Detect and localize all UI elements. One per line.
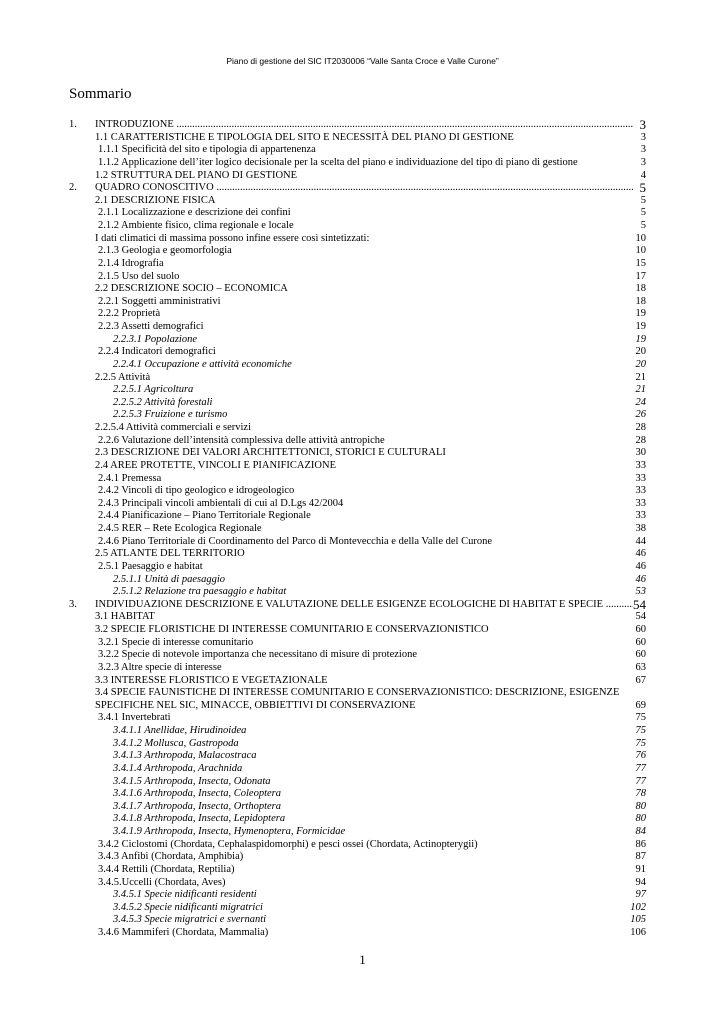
- toc-entry-page: 105: [630, 914, 646, 926]
- toc-entry-title: 2.2.5.4 Attività commerciali e servizi: [95, 422, 251, 433]
- toc-entry-page: 26: [635, 409, 646, 421]
- toc-entry-title: 2.2.2 Proprietà: [98, 308, 161, 320]
- toc-entry[interactable]: [0, 346, 725, 359]
- toc-entry[interactable]: [0, 245, 725, 258]
- toc-entry[interactable]: [0, 435, 725, 448]
- toc-entry[interactable]: [0, 460, 725, 473]
- toc-entry[interactable]: [0, 384, 725, 397]
- toc-entry-page: 75: [635, 725, 646, 737]
- toc-entry-title: 3.4.6 Mammiferi (Chordata, Mammalia): [98, 927, 269, 939]
- toc-entry-title: 1.1 CARATTERISTICHE E TIPOLOGIA DEL SITO E NECESSITÀ DEL PIANO DI GESTIONE: [95, 131, 514, 143]
- toc-entry[interactable]: [0, 207, 725, 220]
- toc-entry-page: 21: [635, 384, 646, 396]
- toc-entry-title: 3.4.1 Invertebrati: [98, 712, 171, 724]
- toc-entry[interactable]: [0, 409, 725, 422]
- toc-entry-title: 3.4.5.1 Specie nidificanti residenti: [113, 889, 257, 901]
- toc-entry-page: 33: [635, 510, 646, 522]
- toc-entry[interactable]: [0, 738, 725, 751]
- toc-entry-page: 86: [635, 838, 646, 850]
- toc-entry-page: 4: [640, 169, 646, 181]
- toc-entry[interactable]: [0, 473, 725, 486]
- toc-entry[interactable]: [0, 763, 725, 776]
- toc-entry-page: 33: [635, 472, 646, 484]
- toc-entry-page: 46: [635, 560, 646, 572]
- toc-entry-page: 84: [635, 826, 646, 838]
- toc-entry-title: 3.2.1 Specie di interesse comunitario: [98, 636, 254, 648]
- toc-entry-title: 2.5.1.2 Relazione tra paesaggio e habitat: [113, 586, 287, 598]
- toc-entry-page: 77: [635, 775, 646, 787]
- toc-entry-title: 2.2.4 Indicatori demografici: [98, 346, 216, 358]
- toc-entry-title: 3.4.1.7 Arthropoda, Insecta, Orthoptera: [113, 800, 281, 812]
- toc-entry[interactable]: [0, 510, 725, 523]
- toc-entry-page: 94: [635, 876, 646, 888]
- toc-entry-title: I dati climatici di massima possono infine essere così sintetizzati:: [95, 232, 370, 244]
- toc-entry[interactable]: [0, 574, 725, 587]
- toc-entry-page: 63: [635, 661, 646, 673]
- toc-entry-title: 3.4.1.1 Anellidae, Hirudinoidea: [113, 725, 247, 737]
- toc-entry-page: 60: [635, 636, 646, 648]
- toc-entry-page: 80: [635, 813, 646, 825]
- toc-entry[interactable]: [0, 712, 725, 725]
- toc-entry-page: 76: [635, 750, 646, 762]
- toc-entry-title: 3.2 SPECIE FLORISTICHE DI INTERESSE COMUNITARIO E CONSERVAZIONISTICO: [95, 624, 489, 635]
- toc-entry-title: 1.1.1 Specificità del sito e tipologia di appartenenza: [98, 144, 316, 156]
- toc-entry-title: 3.4.5.3 Specie migratrici e svernanti: [113, 914, 267, 926]
- toc-entry-page: 80: [635, 800, 646, 812]
- toc-entry-page: 38: [635, 523, 646, 534]
- toc-entry[interactable]: [0, 182, 725, 195]
- toc-entry-title: 2.1.4 Idrografia: [98, 257, 164, 269]
- page-header: Piano di gestione del SIC IT2030006 “Valle Santa Croce e Valle Curone”: [226, 56, 499, 66]
- toc-entry-title: 2.2.5 Attività: [95, 371, 151, 383]
- toc-entry-page: 87: [635, 851, 646, 863]
- toc-entry-page: 46: [635, 573, 646, 585]
- toc-entry[interactable]: [0, 258, 725, 271]
- toc-entry-page: 106: [630, 927, 646, 939]
- toc-entry[interactable]: [0, 889, 725, 902]
- toc-entry-page: 5: [640, 220, 646, 231]
- toc-entry[interactable]: [0, 687, 725, 712]
- toc-entry[interactable]: [0, 548, 725, 561]
- toc-entry-title: INTRODUZIONE .....: [95, 119, 633, 132]
- toc-entry-title: 2.2.5.2 Attività forestali: [113, 396, 213, 408]
- toc-entry-title: 2.5.1.1 Unità di paesaggio: [113, 573, 225, 585]
- toc-entry-page: 20: [635, 358, 646, 370]
- toc-entry[interactable]: [0, 132, 725, 145]
- toc-entry-title: 2.4.2 Vincoli di tipo geologico e idrogeologico: [98, 485, 295, 497]
- toc-entry-title: 2.3 DESCRIZIONE DEI VALORI ARCHITETTONICI, STORICI E CULTURALI: [95, 447, 446, 459]
- toc-entry[interactable]: [0, 220, 725, 233]
- toc-entry-title: 2.2.4.1 Occupazione e attività economiche: [113, 358, 292, 370]
- toc-entry-page: 102: [630, 901, 646, 913]
- toc-entry-title: QUADRO CONOSCITIVO .....: [95, 182, 633, 195]
- toc-entry[interactable]: [0, 596, 725, 612]
- toc-entry-page: 10: [635, 232, 646, 244]
- toc-entry-page: 69: [635, 699, 646, 711]
- toc-entry-number: 1.: [69, 119, 77, 130]
- toc-entry-title: 3.4.1.6 Arthropoda, Insecta, Coleoptera: [113, 788, 281, 800]
- toc-entry-page: 53: [635, 586, 646, 598]
- toc-entry[interactable]: [0, 170, 725, 183]
- toc-entry-title: 2.2.5.1 Agricoltura: [113, 384, 194, 396]
- toc-entry[interactable]: [0, 914, 725, 927]
- toc-entry-page: 60: [635, 624, 646, 635]
- toc-entry[interactable]: [0, 927, 725, 940]
- toc-entry[interactable]: [0, 561, 725, 574]
- toc-entry[interactable]: [0, 675, 725, 688]
- toc-entry[interactable]: [0, 776, 725, 789]
- toc-entry-title: 2.4.1 Premessa: [98, 472, 162, 484]
- toc-entry-title: 2.1.1 Localizzazione e descrizione dei confini: [98, 207, 291, 219]
- toc-entry-title: 3.4.5.Uccelli (Chordata, Aves): [98, 876, 226, 888]
- toc-entry-title: 2.2.6 Valutazione dell’intensità complessiva delle attività antropiche: [98, 434, 385, 446]
- toc-entry-title: 2.4 AREE PROTETTE, VINCOLI E PIANIFICAZIONE: [95, 459, 336, 471]
- toc-entry-title: 2.4.4 Pianificazione – Piano Territoriale Regionale: [98, 510, 311, 522]
- toc-entry[interactable]: [0, 649, 725, 662]
- toc-entry[interactable]: [0, 536, 725, 549]
- toc-entry-page: 67: [635, 674, 646, 686]
- toc-entry-title: 2.2.1 Soggetti amministrativi: [98, 295, 221, 307]
- toc-entry-page: 18: [635, 283, 646, 295]
- toc-entry-page: 44: [635, 535, 646, 547]
- toc-entry-title: 3.4.5.2 Specie nidificanti migratrici: [113, 901, 263, 913]
- toc-entry[interactable]: [0, 801, 725, 814]
- toc-entry-page: 20: [635, 346, 646, 358]
- toc-entry-title: 3.4 SPECIE FAUNISTICHE DI INTERESSE COMUNITARIO E CONSERVAZIONISTICO: DESCRIZIONE, ESIGENZE SPECIFICHE NEL SIC, MINACCE, OBBIETTIVI DI CONSERVAZIONE: [95, 687, 620, 711]
- toc-entry-page: 30: [635, 447, 646, 459]
- toc-entry-title: 3.4.1.4 Arthropoda, Arachnida: [113, 762, 243, 774]
- toc-entry-page: 75: [635, 712, 646, 724]
- toc-entry-page: 60: [635, 649, 646, 661]
- toc-entry-page: 75: [635, 737, 646, 749]
- toc-entry-page: 3: [640, 156, 646, 168]
- toc-entry[interactable]: [0, 422, 725, 435]
- toc-entry-title: 2.1.5 Uso del suolo: [98, 270, 180, 282]
- toc-entry-title: 3.4.4 Rettili (Chordata, Reptilia): [98, 863, 235, 875]
- toc-entry-title: 3.4.2 Ciclostomi (Chordata, Cephalaspidomorphi) e pesci ossei (Chordata, Actinopterygii): [98, 838, 478, 850]
- toc-entry-page: 33: [635, 459, 646, 471]
- toc-entry-page: 46: [635, 548, 646, 560]
- toc-entry-title: 3.2.3 Altre specie di interesse: [98, 661, 222, 673]
- toc-entry[interactable]: [0, 372, 725, 385]
- toc-entry-page: 17: [635, 270, 646, 282]
- toc-entry[interactable]: [0, 334, 725, 347]
- toc-entry[interactable]: [0, 308, 725, 321]
- toc-entry-title: 2.2.3 Assetti demografici: [98, 321, 204, 332]
- toc-entry[interactable]: [0, 157, 725, 170]
- toc-entry-title: 2.2 DESCRIZIONE SOCIO – ECONOMICA: [95, 283, 288, 295]
- toc-entry[interactable]: [0, 725, 725, 738]
- toc-entry[interactable]: [0, 447, 725, 460]
- toc-entry-page: 19: [635, 321, 646, 332]
- toc-entry-number: 3.: [69, 598, 77, 610]
- toc-entry-page: 24: [635, 396, 646, 408]
- toc-entry[interactable]: [0, 637, 725, 650]
- toc-entry-page: 5: [639, 180, 646, 196]
- toc-entry-page: 97: [635, 889, 646, 901]
- toc-entry-title: 2.5.1 Paesaggio e habitat: [98, 560, 203, 572]
- toc-entry[interactable]: [0, 523, 725, 536]
- toc-entry-page: 19: [635, 333, 646, 345]
- toc-entry-page: 5: [640, 207, 646, 219]
- toc-entry-title: 2.1.2 Ambiente fisico, clima regionale e locale: [98, 220, 294, 231]
- toc-entry[interactable]: [0, 144, 725, 157]
- toc-entry-page: 33: [635, 485, 646, 497]
- toc-entry[interactable]: [0, 864, 725, 877]
- toc-entry-title: 2.4.6 Piano Territoriale di Coordinamento del Parco di Montevecchia e della Valle del Curone: [98, 535, 492, 547]
- toc-entry-title: 3.4.3 Anfibi (Chordata, Amphibia): [98, 851, 244, 863]
- toc-entry-title: 3.1 HABITAT: [95, 611, 155, 623]
- toc-entry-page: 28: [635, 434, 646, 446]
- toc-entry[interactable]: [0, 851, 725, 864]
- page-title: Sommario: [69, 86, 132, 102]
- toc-entry-page: 3: [639, 117, 646, 132]
- toc-entry-title: 3.4.1.2 Mollusca, Gastropoda: [113, 737, 239, 749]
- toc-entry-page: 78: [635, 788, 646, 800]
- toc-entry-page: 21: [635, 371, 646, 383]
- toc-entry-title: 2.1 DESCRIZIONE FISICA: [95, 194, 216, 206]
- toc-entry-title: 2.2.5.3 Fruizione e turismo: [113, 409, 228, 421]
- toc-entry[interactable]: [0, 902, 725, 915]
- toc-entry[interactable]: [0, 788, 725, 801]
- toc-entry[interactable]: [0, 233, 725, 246]
- toc-entry-page: 3: [640, 131, 646, 143]
- toc-entry-page: 18: [635, 295, 646, 307]
- page-number: 1: [359, 952, 366, 967]
- toc-entry-page: 54: [633, 596, 646, 612]
- toc-entry-page: 33: [635, 497, 646, 509]
- toc-entry-title: 3.4.1.3 Arthropoda, Malacostraca: [113, 750, 257, 762]
- toc-entry[interactable]: [0, 195, 725, 208]
- toc-entry[interactable]: [0, 485, 725, 498]
- toc-entry-page: 5: [640, 194, 646, 206]
- toc-entry-page: 3: [640, 144, 646, 156]
- toc-entry[interactable]: [0, 813, 725, 826]
- toc-entry-title: 3.2.2 Specie di notevole importanza che necessitano di misure di protezione: [98, 649, 417, 661]
- toc-entry-title: 2.4.3 Principali vincoli ambientali di cui al D.Lgs 42/2004: [98, 497, 344, 509]
- toc-entry[interactable]: [0, 283, 725, 296]
- toc-entry[interactable]: [0, 586, 725, 599]
- toc-entry-page: 91: [635, 863, 646, 875]
- toc-entry-title: 2.4.5 RER – Rete Ecologica Regionale: [98, 523, 262, 534]
- toc-entry-page: 54: [635, 611, 646, 623]
- toc-entry[interactable]: [0, 359, 725, 372]
- table-of-contents: [0, 119, 725, 940]
- toc-entry[interactable]: [0, 662, 725, 675]
- toc-entry[interactable]: [0, 498, 725, 511]
- toc-entry-page: 28: [635, 422, 646, 433]
- toc-entry-title: 1.1.2 Applicazione dell’iter logico decisionale per la scelta del piano e individuazione del tipo di piano di gestione: [98, 156, 578, 168]
- toc-entry-title: 2.1.3 Geologia e geomorfologia: [98, 245, 232, 257]
- toc-entry-page: 15: [635, 257, 646, 269]
- toc-entry[interactable]: [0, 624, 725, 637]
- toc-entry-title: 2.2.3.1 Popolazione: [113, 333, 197, 345]
- toc-entry[interactable]: [0, 826, 725, 839]
- toc-entry[interactable]: [0, 877, 725, 890]
- toc-entry-title: INDIVIDUAZIONE DESCRIZIONE E VALUTAZIONE DELLE ESIGENZE ECOLOGICHE DI HABITAT E SPECIE .....: [95, 599, 633, 612]
- toc-entry-title: 3.3 INTERESSE FLORISTICO E VEGETAZIONALE: [95, 674, 328, 686]
- toc-entry-title: 2.5 ATLANTE DEL TERRITORIO: [95, 548, 245, 560]
- toc-entry[interactable]: [0, 397, 725, 410]
- toc-entry-title: 1.2 STRUTTURA DEL PIANO DI GESTIONE: [95, 169, 298, 181]
- toc-entry[interactable]: [0, 321, 725, 334]
- toc-entry-title: 3.4.1.9 Arthropoda, Insecta, Hymenoptera, Formicidae: [113, 826, 346, 838]
- toc-entry-page: 77: [635, 762, 646, 774]
- toc-entry[interactable]: [0, 750, 725, 763]
- toc-entry[interactable]: [0, 271, 725, 284]
- toc-entry-page: 19: [635, 308, 646, 320]
- toc-entry-page: 10: [635, 245, 646, 257]
- toc-entry[interactable]: [0, 839, 725, 852]
- toc-entry[interactable]: [0, 119, 725, 132]
- toc-entry[interactable]: [0, 296, 725, 309]
- toc-entry-title: 3.4.1.5 Arthropoda, Insecta, Odonata: [113, 775, 271, 787]
- toc-entry-number: 2.: [69, 182, 77, 194]
- toc-entry-title: 3.4.1.8 Arthropoda, Insecta, Lepidoptera: [113, 813, 286, 825]
- toc-entry[interactable]: [0, 611, 725, 624]
